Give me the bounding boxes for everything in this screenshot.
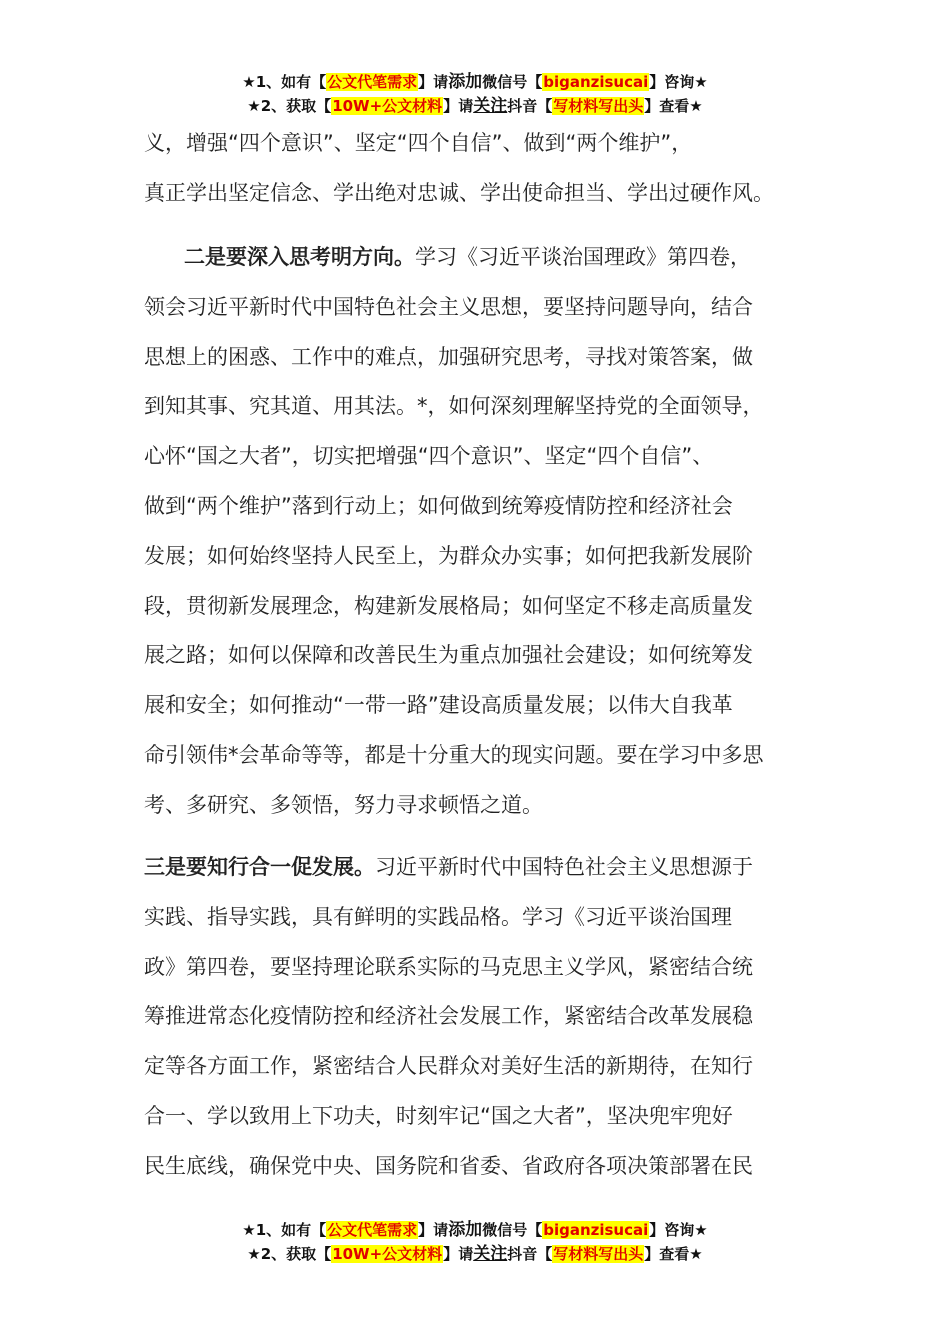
banner-emphasis: 关注	[473, 96, 508, 116]
text-line: 命引领伟*会革命等等，都是十分重大的现实问题。要在学习中多思	[144, 742, 764, 767]
text-line: 定等各方面工作，紧密结合人民群众对美好生活的新期待，在知行	[144, 1054, 753, 1079]
banner-text: 】请	[443, 1245, 474, 1263]
banner-text: ★1、如有【	[242, 1221, 327, 1239]
text-line: 段，贯彻新发展理念，构建新发展格局；如何坚定不移走高质量发	[144, 593, 753, 618]
wechat-id-highlight: biganzisucai	[543, 73, 649, 91]
banner-text: 】咨询★	[649, 73, 708, 91]
text-line: 发展；如何始终坚持人民至上，为群众办实事；如何把我新发展阶	[144, 543, 753, 568]
text-line: 展和安全；如何推动“一带一路”建设高质量发展；以伟大自我革	[144, 693, 733, 718]
banner-line-1	[0, 1218, 950, 1242]
text-line: 民生底线，确保党中央、国务院和省委、省政府各项决策部署在民	[144, 1153, 753, 1178]
text-line: 实践、指导实践，具有鲜明的实践品格。学习《习近平谈治国理	[144, 904, 732, 929]
bottom-banner	[0, 1218, 950, 1266]
text-span: 习近平新时代中国特色社会主义思想源于	[375, 855, 753, 879]
banner-emphasis: 添加	[448, 1220, 483, 1240]
text-line: 到知其事、究其道、用其法。*，如何深刻理解坚持党的全面领导，	[144, 394, 764, 419]
paragraph-2	[144, 233, 814, 831]
paragraph-1	[144, 119, 814, 219]
top-banner	[0, 70, 950, 118]
text-line: 思想上的困惑、工作中的难点，加强研究思考，寻找对策答案，做	[144, 344, 753, 369]
text-line: 真正学出坚定信念、学出绝对忠诚、学出使命担当、学出过硬作风。	[144, 180, 774, 205]
banner-text: 】请	[418, 1221, 449, 1239]
text-line: 做到“两个维护”落到行动上；如何做到统筹疫情防控和经济社会	[144, 493, 733, 518]
banner-text: 微信号【	[482, 1221, 543, 1239]
banner-text: 】查看★	[644, 97, 703, 115]
banner-text: ★2、获取【	[247, 97, 332, 115]
banner-emphasis: 添加	[448, 72, 483, 92]
banner-text: 】咨询★	[649, 1221, 708, 1239]
text-line: 义，增强“四个意识”、坚定“四个自信”、做到“两个维护”，	[144, 131, 693, 155]
douyin-account-highlight: 写材料写出头	[553, 1245, 644, 1263]
paragraph-3	[144, 843, 814, 1192]
banner-highlight: 公文代笔需求	[327, 1221, 418, 1239]
douyin-account-highlight: 写材料写出头	[553, 97, 644, 115]
text-line	[144, 233, 814, 283]
banner-line-1	[0, 70, 950, 94]
banner-highlight: 10W+公文材料	[332, 97, 443, 115]
banner-line-2	[0, 1242, 950, 1266]
banner-emphasis: 关注	[473, 1244, 508, 1264]
banner-text: 抖音【	[507, 97, 553, 115]
banner-text: 】请	[418, 73, 449, 91]
text-line	[144, 843, 814, 893]
banner-text: ★2、获取【	[247, 1245, 332, 1263]
banner-text: 】请	[443, 97, 474, 115]
text-line: 领会习近平新时代中国特色社会主义思想，要坚持问题导向，结合	[144, 294, 753, 319]
paragraph-lead: 三是要知行合一促发展。	[144, 855, 375, 879]
text-line: 心怀“国之大者”，切实把增强“四个意识”、坚定“四个自信”、	[144, 444, 714, 469]
banner-text: 微信号【	[482, 73, 543, 91]
text-line: 合一、学以致用上下功夫，时刻牢记“国之大者”，坚决兜牢兜好	[144, 1103, 733, 1128]
banner-highlight: 公文代笔需求	[327, 73, 418, 91]
text-line: 政》第四卷，要坚持理论联系实际的马克思主义学风，紧密结合统	[144, 954, 753, 979]
paragraph-lead: 二是要深入思考明方向。	[184, 245, 415, 269]
text-line: 考、多研究、多领悟，努力寻求顿悟之道。	[144, 792, 543, 817]
banner-text: 抖音【	[507, 1245, 553, 1263]
text-line: 筹推进常态化疫情防控和经济社会发展工作，紧密结合改革发展稳	[144, 1004, 753, 1029]
text-line: 展之路；如何以保障和改善民生为重点加强社会建设；如何统筹发	[144, 643, 753, 668]
text-span: 学习《习近平谈治国理政》第四卷，	[415, 245, 751, 269]
banner-highlight: 10W+公文材料	[332, 1245, 443, 1263]
banner-text: ★1、如有【	[242, 73, 327, 91]
wechat-id-highlight: biganzisucai	[543, 1221, 649, 1239]
banner-text: 】查看★	[644, 1245, 703, 1263]
banner-line-2	[0, 94, 950, 118]
